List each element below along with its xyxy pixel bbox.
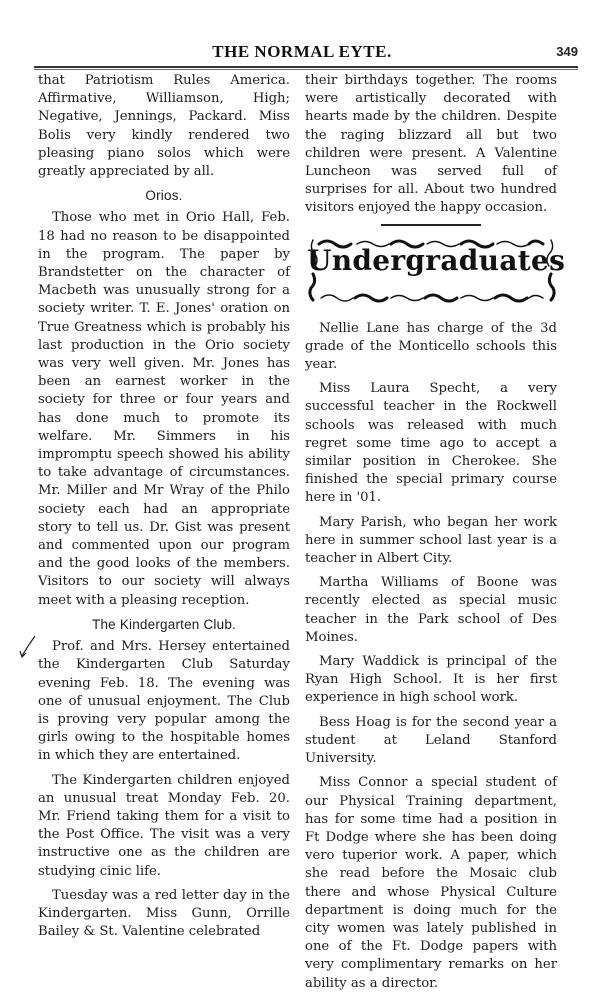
continued-paragraph: their birthdays together. The rooms were artistically decorated with hearts made by the children. Despite the raging blizzard all but two children were present. A Valentine Luncheon was served full of surprises for all. About two hundred visitors enjoyed the happy occasion. [305, 73, 557, 216]
undergraduate-paragraph: Miss Connor a special student of our Physical Training department, has for some time had a position in Ft Dodge where she has been doing vero tuperior work. A paper, which she read before the Mosaic club there and whose Physical Culture department is doing much for the city women was lately published in one of the Ft. Dodge papers with very complimentary remarks on her ability as a director. [305, 775, 557, 991]
kindergarten-paragraph: Tuesday was a red letter day in the Kindergarten. Miss Gunn, Orrille Bailey & St. Valentine celebrated [38, 887, 290, 940]
section-heading-kindergarten-club: The Kindergarten Club. [92, 616, 236, 632]
continued-paragraph: that Patriotism Rules America. Affirmative, Williamson, High; Negative, Jennings, Packard. Miss Bolis very kindly rendered two pleasing piano solos which were greatly appreciated by all. [38, 73, 290, 180]
kindergarten-paragraph: The Kindergarten children enjoyed an unusual treat Monday Feb. 20. Mr. Friend taking them for a visit to the Post Office. The visit was a very instructive one as the children are studying cinic life. [38, 772, 290, 879]
undergraduate-paragraph: Mary Waddick is principal of the Ryan High School. It is her first experience in high school work. [305, 654, 557, 706]
page-number: 349 [556, 44, 578, 59]
header-rule [34, 66, 578, 70]
undergraduate-paragraph: Bess Hoag is for the second year a student at Leland Stanford University. [305, 714, 557, 767]
undergraduate-paragraph: Martha Williams of Boone was recently elected as special music teacher in the Park school of Des Moines. [305, 575, 557, 645]
journal-title: THE NORMAL EYTE. [212, 42, 392, 61]
orios-paragraph: Those who met in Orio Hall, Feb. 18 had no reason to be disappointed in the program. The paper by Brandstetter on the character of Macbeth was unusually strong for a society writer. T. E. Jones' oration on True Greatness which is probably his last production in the Orio society was very well given. Mr. Jones has been an earnest worker in the society for three or four years and has done much to promote its welfare. Mr. Simmers in his impromptu speech showed his ability to take advantage of circumstances. Mr. Miller and Mr Wray of the Philo society each had an appropriate story to tell us. Dr. Gist was present and commented upon our program and the good looks of the members. Visitors to our society will always meet with a pleasing reception. [38, 210, 290, 608]
left-column [38, 72, 290, 947]
ornamental-banner [307, 232, 566, 310]
section-heading-orios: Orios. [145, 188, 183, 204]
section-heading-undergraduates: Undergraduates [307, 243, 566, 277]
checkmark-icon [18, 634, 38, 660]
undergraduate-paragraph: Nellie Lane has charge of the 3d grade of the Monticello schools this year. [305, 320, 557, 373]
kindergarten-paragraph: Prof. and Mrs. Hersey entertained the Kindergarten Club Saturday evening Feb. 18. The evening was one of unusual enjoyment. The Club is proving very popular among the girls owing to the hospitable homes in which they are entertained. [38, 639, 290, 764]
right-column [305, 72, 566, 999]
undergraduate-paragraph: Miss Laura Specht, a very successful teacher in the Rockwell schools was released with much regret some time ago to accept a similar position in Cherokee. She finished the special primary course here in '01. [305, 381, 557, 506]
page-header [24, 42, 580, 64]
section-divider [381, 224, 481, 226]
undergraduate-paragraph: Mary Parish, who began her work here in summer school last year is a teacher in Albert City. [305, 514, 557, 567]
